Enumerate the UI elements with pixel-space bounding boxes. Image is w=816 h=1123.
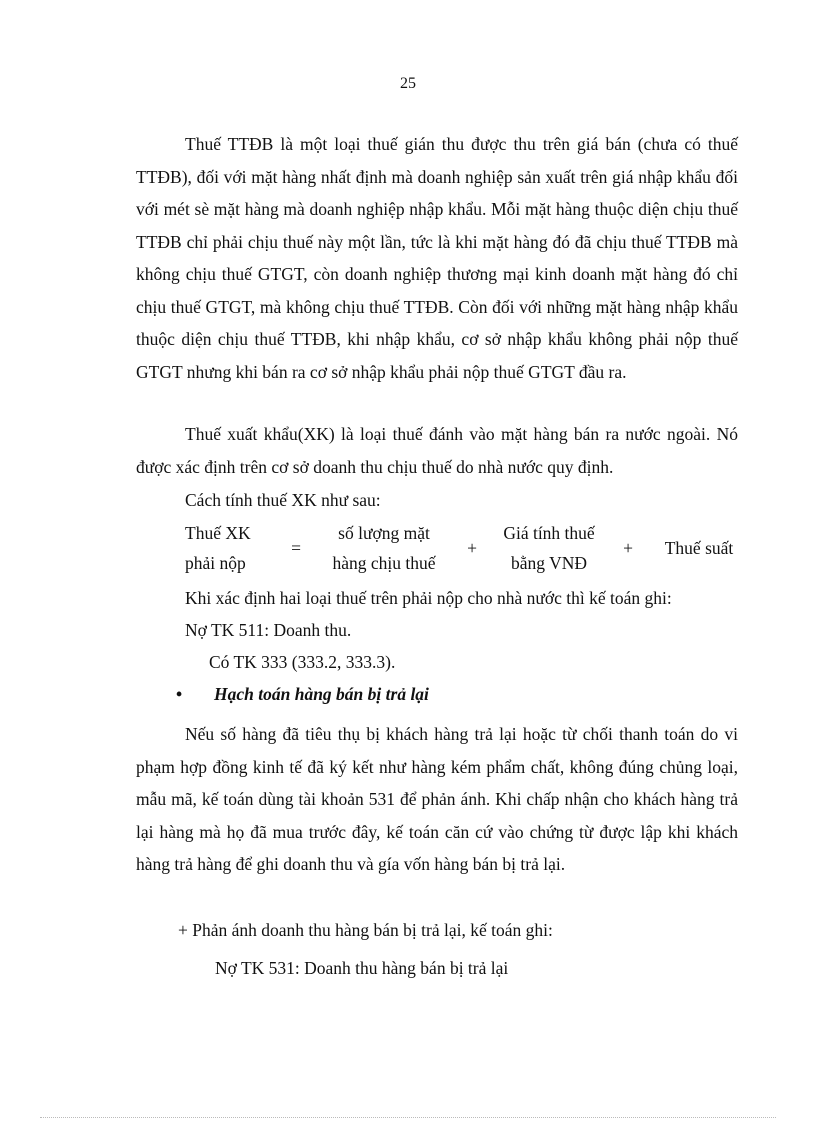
formula-term-quantity <box>319 518 449 578</box>
formula-lhs <box>136 518 285 578</box>
formula-lhs-line2: phải nộp <box>185 553 246 573</box>
bullet-icon: • <box>176 684 183 704</box>
formula-term-rate: Thuế suất <box>664 538 734 558</box>
text-accounting-entry-intro: Khi xác định hai loại thuế trên phải nộp cho nhà nước thì kế toán ghi: <box>185 588 672 608</box>
export-tax-formula <box>136 516 746 580</box>
formula-term-quantity-line2: hàng chịu thuế <box>332 553 436 573</box>
page-number: 25 <box>400 75 416 92</box>
section-heading-returns <box>176 684 429 705</box>
formula-term-price-line1: Giá tính thuế <box>503 523 595 543</box>
formula-term-quantity-line1: số lượng mặt <box>338 523 430 543</box>
formula-lhs-line1: Thuế XK <box>185 523 251 543</box>
text-debit-511: Nợ TK 511: Doanh thu. <box>185 620 352 640</box>
formula-plus-2: + <box>623 538 633 558</box>
text-credit-333: Có TK 333 (333.2, 333.3). <box>209 652 396 672</box>
formula-equals: = <box>291 538 301 558</box>
text-debit-531: Nợ TK 531: Doanh thu hàng bán bị trả lại <box>215 958 509 978</box>
section-heading-text: Hạch toán hàng bán bị trả lại <box>214 684 429 704</box>
paragraph-sales-returns: Nếu số hàng đã tiêu thụ bị khách hàng trả lại hoặc từ chối thanh toán do vi phạm hợp đồng kinh tế đã ký kết như hàng kém phẩm chất, không đúng chủng loại, mẫu mã, kế toán dùng tài khoản 531 để phản ánh. Khi chấp nhận cho khách hàng trả lại hàng mà họ đã mua trước đây, kế toán căn cứ vào chứng từ được lập khi khách hàng trả hàng để ghi doanh thu và gía vốn hàng bán bị trả lại. <box>136 724 738 874</box>
text-returns-entry-intro: + Phản ánh doanh thu hàng bán bị trả lại, kế toán ghi: <box>178 920 553 940</box>
footer-rule <box>40 1117 776 1118</box>
paragraph-ttdb-tax: Thuế TTĐB là một loại thuế gián thu được thu trên giá bán (chưa có thuế TTĐB), đối với mặt hàng nhất định mà doanh nghiệp sản xuất trên giá nhập khẩu đối với mét sè mặt hàng mà doanh nghiệp nhập khẩu. Mỗi mặt hàng thuộc diện chịu thuế TTĐB chỉ phải chịu thuế này một lần, tức là khi mặt hàng đó đã chịu thuế TTĐB mà không chịu thuế GTGT, còn doanh nghiệp thương mại kinh doanh mặt hàng đó chỉ chịu thuế GTGT, mà không chịu thuế TTĐB. Còn đối với những mặt hàng nhập khẩu thuộc diện chịu thuế TTĐB, khi nhập khẩu, cơ sở nhập khẩu không phải nộp thuế GTGT nhưng khi bán ra cơ sở nhập khẩu phải nộp thuế GTGT đầu ra. <box>136 134 738 382</box>
text-calc-intro: Cách tính thuế XK như sau: <box>185 490 381 510</box>
paragraph-export-tax: Thuế xuất khẩu(XK) là loại thuế đánh vào mặt hàng bán ra nước ngoài. Nó được xác định trên cơ sở doanh thu chịu thuế do nhà nước quy định. <box>136 424 738 477</box>
formula-term-price-line2: bằng VNĐ <box>511 553 587 573</box>
formula-term-price <box>489 518 609 578</box>
formula-plus-1: + <box>467 538 477 558</box>
